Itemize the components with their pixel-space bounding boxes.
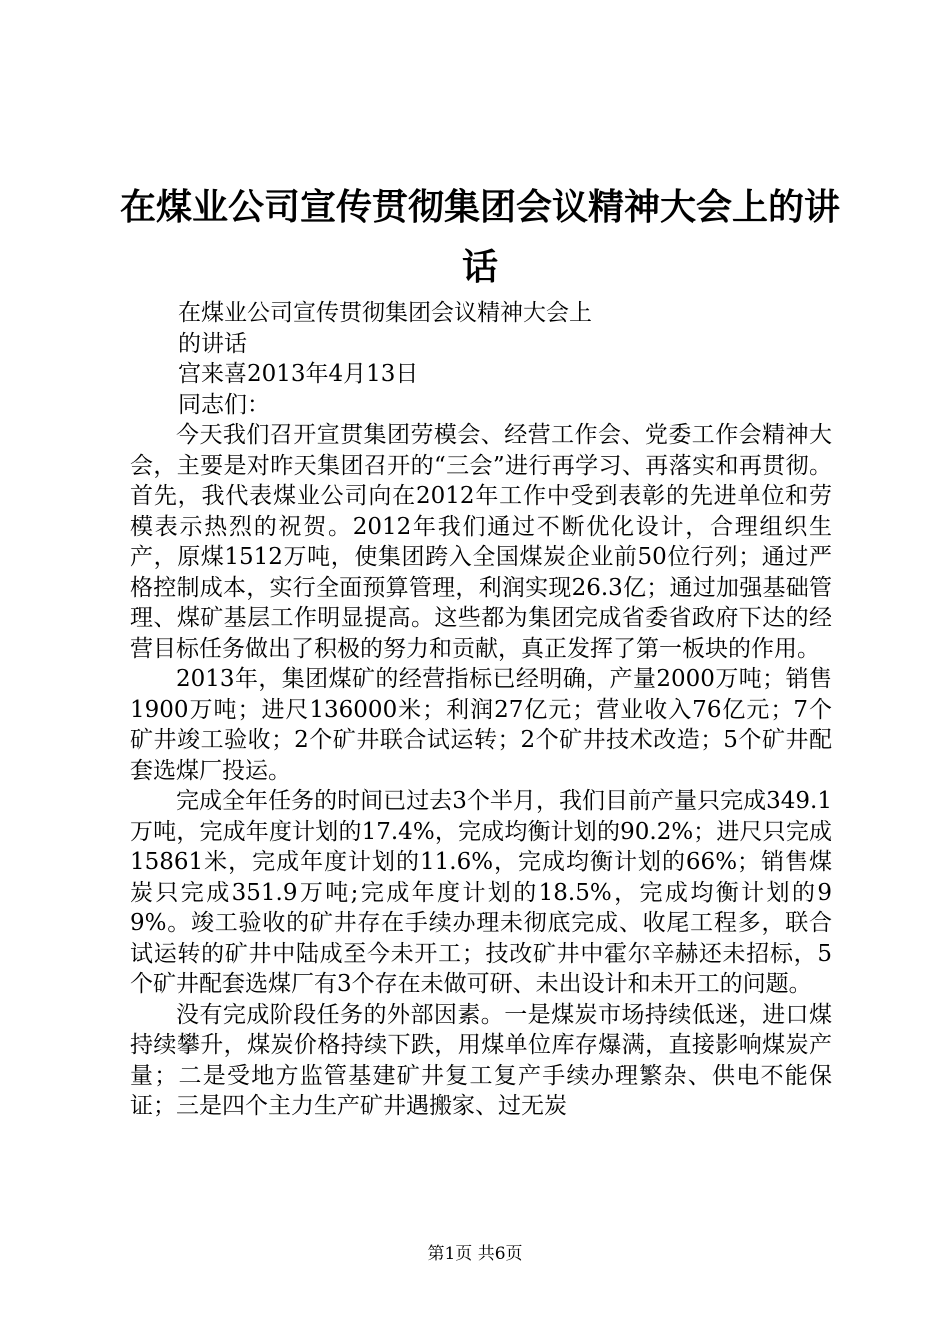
paragraph-1: 今天我们召开宣贯集团劳模会、经营工作会、党委工作会精神大会，主要是对昨天集团召开的“三会”进行再学习、再落实和再贯彻。首先，我代表煤业公司向在2012年工作中受到表彰的先进单位和劳模表示热烈的祝贺。2012年我们通过不断优化设计，合理组织生产，原煤1512万吨，使集团跨入全国煤炭企业前50位行列；通过严格控制成本，实行全面预算管理，利润实现26.3亿；通过加强基础管理、煤矿基层工作明显提高。这些都为集团完成省委省政府下达的经营目标任务做出了积极的努力和贡献，真正发挥了第一板块的作用。	[130, 422, 832, 662]
salutation: 同志们：	[178, 391, 270, 418]
subtitle-line-1: 在煤业公司宣传贯彻集团会议精神大会上	[178, 300, 592, 326]
subtitle-line-2: 的讲话	[178, 330, 247, 357]
document-body	[130, 298, 832, 1122]
page-footer: 第1页 共6页	[427, 1244, 523, 1264]
paragraph-2: 2013年，集团煤矿的经营指标已经明确，产量2000万吨；销售1900万吨；进尺136000米；利润27亿元；营业收入76亿元；7个矿井竣工验收；2个矿井联合试运转；2个矿井技术改造；5个矿井配套选煤厂投运。	[130, 666, 832, 784]
paragraph-3: 完成全年任务的时间已过去3个半月，我们目前产量只完成349.1万吨，完成年度计划的17.4%，完成均衡计划的90.2%；进尺只完成15861米，完成年度计划的11.6%，完成均衡计划的66%；销售煤炭只完成351.9万吨;完成年度计划的18.5%，完成均衡计划的99%。竣工验收的矿井存在手续办理未彻底完成、收尾工程多，联合试运转的矿井中陆成至今未开工；技改矿井中霍尔辛赫还未招标，5个矿井配套选煤厂有3个存在未做可研、未出设计和未开工的问题。	[130, 788, 832, 997]
document-title: 在煤业公司宣传贯彻集团会议精神大会上的讲话	[120, 187, 841, 288]
paragraph-4: 没有完成阶段任务的外部因素。一是煤炭市场持续低迷，进口煤持续攀升，煤炭价格持续下跌，用煤单位库存爆满，直接影响煤炭产量；二是受地方监管基建矿井复工复产手续办理繁杂、供电不能保证；三是四个主力生产矿井遇搬家、过无炭	[130, 1001, 832, 1119]
author-date: 宫来喜2013年4月13日	[178, 361, 419, 387]
